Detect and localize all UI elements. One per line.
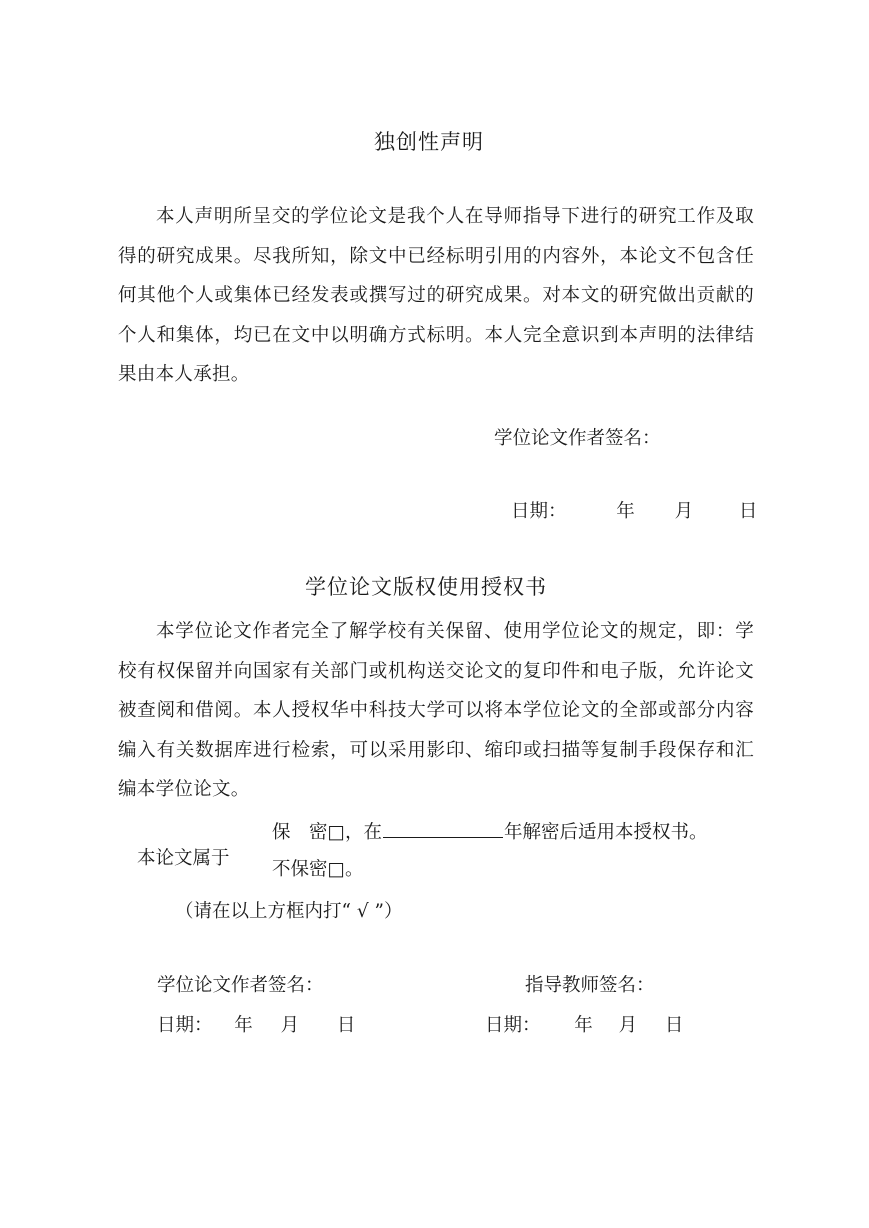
advisor-date-label: 日期：: [485, 1015, 541, 1036]
checkbox-instruction: （请在以上方框内打“ √ ”）: [175, 901, 403, 922]
author-date-year: 年: [234, 1015, 253, 1036]
declaration-signature-label: 学位论文作者签名：: [494, 428, 661, 449]
declaration-month: 月: [674, 501, 694, 522]
advisor-date-year: 年: [574, 1015, 593, 1036]
author-date-label: 日期：: [157, 1015, 213, 1036]
author-date-row: [157, 1011, 355, 1037]
declaration-title: 独创性声明: [374, 130, 484, 154]
advisor-date-month: 月: [618, 1015, 638, 1036]
authorization-title: 学位论文版权使用授权书: [305, 575, 547, 599]
advisor-signature-label: 指导教师签名：: [525, 975, 655, 996]
author-signature-label: 学位论文作者签名：: [157, 975, 324, 996]
decrypt-year-blank: [383, 819, 503, 838]
option-secret: [272, 818, 708, 844]
advisor-date-day: 日: [664, 1015, 684, 1036]
option-secret-suffix: 年解密后适用本授权书。: [503, 822, 708, 843]
declaration-date-label: 日期：: [511, 501, 567, 522]
option-not-secret: 不保密□。: [272, 859, 364, 880]
advisor-date-row: [485, 1011, 683, 1037]
option-secret-prefix: 保 密□，在: [272, 822, 382, 843]
declaration-date-row: [511, 497, 757, 523]
author-date-day: 日: [336, 1015, 356, 1036]
declaration-year: 年: [616, 501, 635, 522]
belongs-label: 本论文属于: [137, 848, 230, 869]
authorization-body: 本学位论文作者完全了解学校有关保留、使用学位论文的规定，即：学校有权保留并向国家有关部门或机构送交论文的复印件和电子版，允许论文被查阅和借阅。本人授权华中科技大学可以将本学位论文的全部或部分内容编入有关数据库进行检索，可以采用影印、缩印或扫描等复制手段保存和汇编本学位论文。: [118, 621, 754, 800]
author-date-month: 月: [280, 1015, 300, 1036]
declaration-body: 本人声明所呈交的学位论文是我个人在导师指导下进行的研究工作及取得的研究成果。尽我所知，除文中已经标明引用的内容外，本论文不包含任何其他个人或集体已经发表或撰写过的研究成果。对本文的研究做出贡献的个人和集体，均已在文中以明确方式标明。本人完全意识到本声明的法律结果由本人承担。: [118, 206, 754, 385]
declaration-day: 日: [738, 501, 758, 522]
